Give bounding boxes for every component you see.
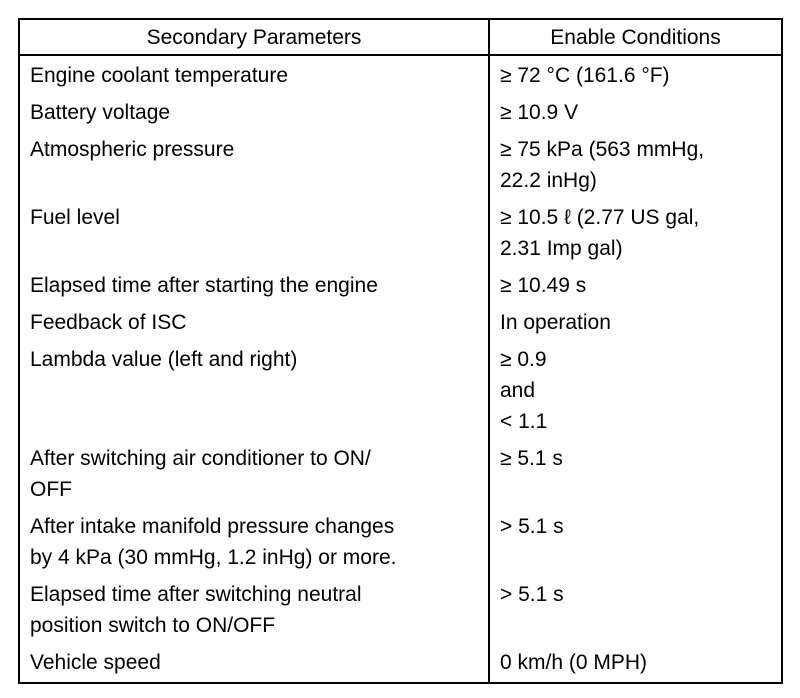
condition-cell bbox=[489, 132, 782, 200]
condition-cell bbox=[489, 441, 782, 509]
condition-text: ≥ 10.5 ℓ (2.77 US gal, bbox=[500, 206, 700, 229]
condition-cell bbox=[489, 645, 782, 683]
header-enable-conditions: Enable Conditions bbox=[489, 19, 782, 55]
table-row bbox=[19, 305, 782, 342]
parameter-text: Engine coolant temperature bbox=[30, 64, 288, 87]
parameter-cell bbox=[19, 441, 489, 509]
parameter-text: Vehicle speed bbox=[30, 651, 161, 674]
table-row bbox=[19, 441, 782, 509]
parameter-text: Fuel level bbox=[30, 206, 120, 229]
parameter-cell bbox=[19, 268, 489, 305]
condition-cell bbox=[489, 268, 782, 305]
condition-text: < 1.1 bbox=[500, 410, 548, 433]
table-row bbox=[19, 342, 782, 441]
condition-cell bbox=[489, 509, 782, 577]
table-row bbox=[19, 509, 782, 577]
parameter-text: Atmospheric pressure bbox=[30, 138, 235, 161]
condition-text: ≥ 10.9 V bbox=[500, 101, 579, 124]
parameter-cell bbox=[19, 200, 489, 268]
parameter-cell bbox=[19, 305, 489, 342]
parameter-text: Lambda value (left and right) bbox=[30, 348, 298, 371]
parameter-text: OFF bbox=[30, 478, 72, 501]
condition-text: and bbox=[500, 379, 536, 402]
table-row bbox=[19, 95, 782, 132]
condition-cell bbox=[489, 577, 782, 645]
enable-conditions-table bbox=[18, 18, 783, 684]
condition-text: 22.2 inHg) bbox=[500, 169, 597, 192]
parameter-cell bbox=[19, 95, 489, 132]
header-row bbox=[19, 19, 782, 55]
parameter-text: After intake manifold pressure changes bbox=[30, 515, 395, 538]
condition-text: 2.31 Imp gal) bbox=[500, 237, 623, 260]
condition-text: ≥ 72 °C (161.6 °F) bbox=[500, 64, 670, 87]
parameter-text: Elapsed time after switching neutral bbox=[30, 583, 362, 606]
parameter-cell bbox=[19, 132, 489, 200]
table-row bbox=[19, 200, 782, 268]
condition-cell bbox=[489, 305, 782, 342]
table-row bbox=[19, 55, 782, 95]
parameter-cell bbox=[19, 577, 489, 645]
condition-text: ≥ 5.1 s bbox=[500, 447, 563, 470]
parameter-cell bbox=[19, 55, 489, 95]
parameter-text: position switch to ON/OFF bbox=[30, 614, 276, 637]
parameter-cell bbox=[19, 509, 489, 577]
parameter-text: Feedback of ISC bbox=[30, 311, 187, 334]
condition-cell bbox=[489, 55, 782, 95]
parameter-text: After switching air conditioner to ON/ bbox=[30, 447, 371, 470]
parameter-cell bbox=[19, 342, 489, 441]
table-row bbox=[19, 577, 782, 645]
condition-text: > 5.1 s bbox=[500, 583, 564, 606]
condition-cell bbox=[489, 95, 782, 132]
parameter-text: by 4 kPa (30 mmHg, 1.2 inHg) or more. bbox=[30, 546, 397, 569]
condition-text: In operation bbox=[500, 311, 611, 334]
parameter-text: Battery voltage bbox=[30, 101, 171, 124]
condition-text: > 5.1 s bbox=[500, 515, 564, 538]
condition-cell bbox=[489, 200, 782, 268]
table-row bbox=[19, 132, 782, 200]
condition-text: ≥ 10.49 s bbox=[500, 274, 587, 297]
condition-text: 0 km/h (0 MPH) bbox=[500, 651, 648, 674]
condition-text: ≥ 0.9 bbox=[500, 348, 547, 371]
parameter-cell bbox=[19, 645, 489, 683]
condition-cell bbox=[489, 342, 782, 441]
header-secondary-parameters: Secondary Parameters bbox=[19, 19, 489, 55]
condition-text: ≥ 75 kPa (563 mmHg, bbox=[500, 138, 705, 161]
table-row bbox=[19, 645, 782, 683]
table-row bbox=[19, 268, 782, 305]
parameter-text: Elapsed time after starting the engine bbox=[30, 274, 378, 297]
